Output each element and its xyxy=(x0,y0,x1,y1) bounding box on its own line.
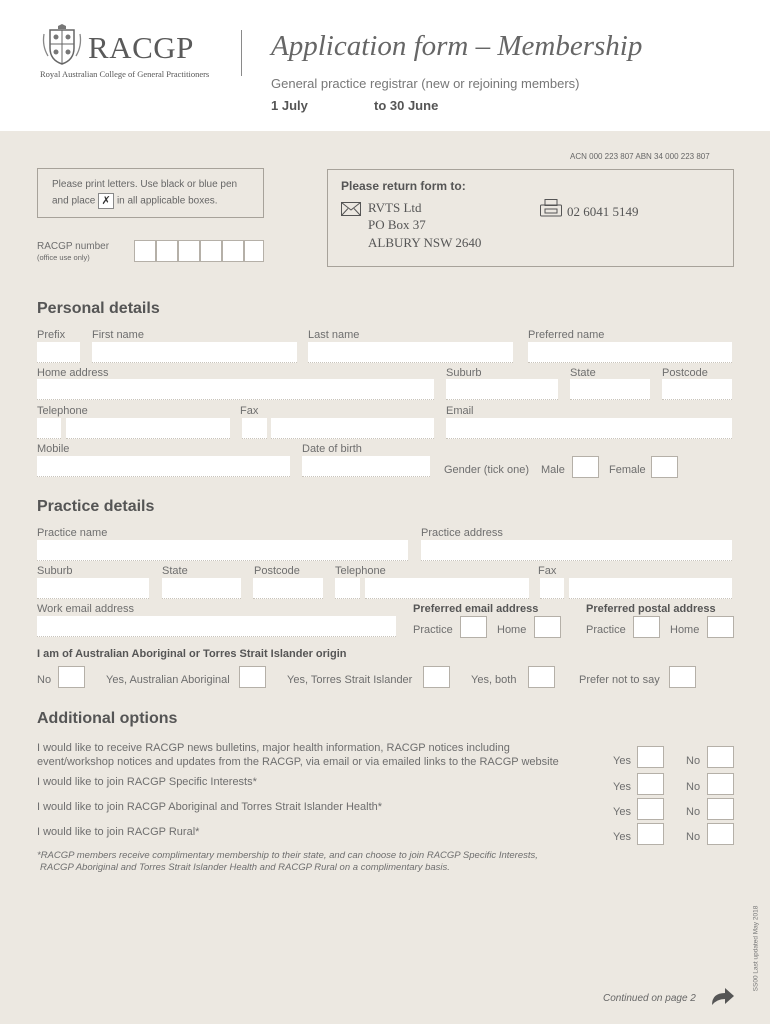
first-name-label: First name xyxy=(92,329,144,341)
date-to: to 30 June xyxy=(374,98,439,113)
suburb-field[interactable] xyxy=(446,379,558,400)
mobile-field[interactable] xyxy=(37,456,290,477)
instructions-line2 xyxy=(52,193,263,210)
practice-name-label: Practice name xyxy=(37,527,108,539)
preferred-name-label: Preferred name xyxy=(528,329,605,341)
racgp-number-digit[interactable] xyxy=(222,240,244,262)
racgp-number-digit[interactable] xyxy=(156,240,178,262)
pref-postal-home-checkbox[interactable] xyxy=(707,616,734,638)
acn-abn: ACN 000 223 807 ABN 34 000 223 807 xyxy=(570,152,710,161)
practice-fax-field[interactable] xyxy=(569,578,732,599)
instructions-text-b: in all applicable boxes. xyxy=(116,195,218,207)
last-name-label: Last name xyxy=(308,329,360,341)
origin-prefer-label: Prefer not to say xyxy=(579,674,660,686)
racgp-number-digit[interactable] xyxy=(134,240,156,262)
header-divider xyxy=(241,30,242,76)
origin-aboriginal-label: Yes, Australian Aboriginal xyxy=(106,674,230,686)
atsi-health-yes-label: Yes xyxy=(613,806,631,818)
first-name-field[interactable] xyxy=(92,342,297,363)
rural-yes-checkbox[interactable] xyxy=(637,823,664,845)
practice-address-field[interactable] xyxy=(421,540,732,561)
origin-both-label: Yes, both xyxy=(471,674,517,686)
origin-aboriginal-checkbox[interactable] xyxy=(239,666,266,688)
origin-torres-label: Yes, Torres Strait Islander xyxy=(287,674,413,686)
dob-label: Date of birth xyxy=(302,443,362,455)
atsi-health-no-label: No xyxy=(686,806,701,818)
email-field[interactable] xyxy=(446,418,732,439)
return-line3: ALBURY NSW 2640 xyxy=(368,235,482,250)
newsletter-no-checkbox[interactable] xyxy=(707,746,734,768)
racgp-number-digit[interactable] xyxy=(178,240,200,262)
racgp-number-digit[interactable] xyxy=(244,240,264,262)
rural-no-label: No xyxy=(686,831,701,843)
practice-state-field[interactable] xyxy=(162,578,241,599)
racgp-number-sub: (office use only) xyxy=(37,253,90,262)
pref-email-home-checkbox[interactable] xyxy=(534,616,561,638)
envelope-icon xyxy=(341,202,361,216)
logo-subtitle: Royal Australian College of General Practitioners xyxy=(40,69,210,79)
gender-label: Gender (tick one) xyxy=(444,464,529,476)
practice-postcode-label: Postcode xyxy=(254,565,300,577)
rural-question: I would like to join RACGP Rural* xyxy=(37,826,200,838)
state-label: State xyxy=(570,367,596,379)
origin-no-label: No xyxy=(37,674,52,686)
rural-no-checkbox[interactable] xyxy=(707,823,734,845)
continued-note: Continued on page 2 xyxy=(603,993,696,1004)
atsi-health-question: I would like to join RACGP Aboriginal and Torres Strait Islander Health* xyxy=(37,801,383,813)
practice-name-field[interactable] xyxy=(37,540,408,561)
page-subtitle: General practice registrar (new or rejoining members) xyxy=(271,76,580,91)
origin-no-checkbox[interactable] xyxy=(58,666,85,688)
practice-suburb-label: Suburb xyxy=(37,565,73,577)
male-checkbox[interactable] xyxy=(572,456,599,478)
practice-suburb-field[interactable] xyxy=(37,578,149,599)
prefix-field[interactable] xyxy=(37,342,80,363)
postcode-field[interactable] xyxy=(662,379,732,400)
newsletter-no-label: No xyxy=(686,755,701,767)
footnote-line2: RACGP Aboriginal and Torres Strait Islander Health and RACGP Rural on a complimentary basis. xyxy=(40,862,450,873)
pref-email-home-label: Home xyxy=(497,624,527,636)
practice-fax-label: Fax xyxy=(538,565,557,577)
origin-torres-checkbox[interactable] xyxy=(423,666,450,688)
pref-postal-practice-label: Practice xyxy=(586,624,626,636)
specific-interests-no-checkbox[interactable] xyxy=(707,773,734,795)
home-address-label: Home address xyxy=(37,367,109,379)
instructions-text-a: and place xyxy=(52,195,96,207)
mobile-label: Mobile xyxy=(37,443,70,455)
specific-interests-no-label: No xyxy=(686,781,701,793)
preferred-name-field[interactable] xyxy=(528,342,732,363)
newsletter-yes-checkbox[interactable] xyxy=(637,746,664,768)
female-label: Female xyxy=(609,464,646,476)
home-address-field[interactable] xyxy=(37,379,434,400)
pref-postal-practice-checkbox[interactable] xyxy=(633,616,660,638)
side-revision-note: SS00 Last updated May 2018 xyxy=(752,905,760,992)
female-checkbox[interactable] xyxy=(651,456,678,478)
return-phone: 02 6041 5149 xyxy=(567,204,639,219)
practice-telephone-label: Telephone xyxy=(335,565,386,577)
postcode-label: Postcode xyxy=(662,367,708,379)
racgp-number-label: RACGP number xyxy=(37,241,110,252)
telephone-area-field[interactable] xyxy=(37,418,61,439)
atsi-health-no-checkbox[interactable] xyxy=(707,798,734,820)
racgp-number-digit[interactable] xyxy=(200,240,222,262)
specific-interests-question: I would like to join RACGP Specific Interests* xyxy=(37,776,257,788)
return-line1: RVTS Ltd xyxy=(368,200,422,215)
origin-prefer-checkbox[interactable] xyxy=(669,666,696,688)
work-email-label: Work email address xyxy=(37,603,134,615)
fax-icon xyxy=(540,199,562,217)
practice-telephone-field[interactable] xyxy=(365,578,529,599)
fax-area-field[interactable] xyxy=(242,418,267,439)
rural-yes-label: Yes xyxy=(613,831,631,843)
specific-interests-yes-checkbox[interactable] xyxy=(637,773,664,795)
instructions-box xyxy=(37,168,264,218)
telephone-field[interactable] xyxy=(66,418,230,439)
state-field[interactable] xyxy=(570,379,650,400)
prefix-label: Prefix xyxy=(37,329,66,341)
pref-postal-home-label: Home xyxy=(670,624,700,636)
practice-postcode-field[interactable] xyxy=(253,578,323,599)
atsi-health-yes-checkbox[interactable] xyxy=(637,798,664,820)
male-label: Male xyxy=(541,464,565,476)
fax-label: Fax xyxy=(240,405,259,417)
return-heading: Please return form to: xyxy=(341,179,466,193)
practice-telephone-area-field[interactable] xyxy=(335,578,360,599)
suburb-label: Suburb xyxy=(446,367,482,379)
racgp-crest-icon xyxy=(40,24,84,66)
origin-both-checkbox[interactable] xyxy=(528,666,555,688)
example-checkbox: ✗ xyxy=(98,193,114,209)
dob-field[interactable] xyxy=(302,456,430,477)
work-email-field[interactable] xyxy=(37,616,396,637)
footnote-line1: *RACGP members receive complimentary membership to their state, and can choose to join RACGP Specific Interests, xyxy=(37,850,538,861)
specific-interests-yes-label: Yes xyxy=(613,781,631,793)
pref-email-practice-checkbox[interactable] xyxy=(460,616,487,638)
practice-details-heading: Practice details xyxy=(37,498,155,515)
instructions-line1: Please print letters. Use black or blue pen xyxy=(52,179,238,190)
fax-field[interactable] xyxy=(271,418,434,439)
telephone-label: Telephone xyxy=(37,405,88,417)
personal-details-heading: Personal details xyxy=(37,300,160,317)
additional-options-heading: Additional options xyxy=(37,710,178,727)
origin-question: I am of Australian Aboriginal or Torres Strait Islander origin xyxy=(37,648,347,660)
page-title: Application form – Membership xyxy=(271,30,643,62)
logo-text: RACGP xyxy=(88,30,194,65)
date-from: 1 July xyxy=(271,98,308,113)
return-line2: PO Box 37 xyxy=(368,217,426,232)
curved-arrow-icon[interactable] xyxy=(709,985,735,1007)
newsletter-yes-label: Yes xyxy=(613,755,631,767)
practice-fax-area-field[interactable] xyxy=(540,578,564,599)
practice-address-label: Practice address xyxy=(421,527,503,539)
pref-email-label: Preferred email address xyxy=(413,603,539,615)
newsletter-question-line2: event/workshop notices and updates from the RACGP, via email or via emailed links to the RACGP website xyxy=(37,756,559,768)
pref-email-practice-label: Practice xyxy=(413,624,453,636)
practice-state-label: State xyxy=(162,565,188,577)
last-name-field[interactable] xyxy=(308,342,513,363)
newsletter-question-line1: I would like to receive RACGP news bulletins, major health information, RACGP notices including xyxy=(37,742,510,754)
email-label: Email xyxy=(446,405,474,417)
pref-postal-label: Preferred postal address xyxy=(586,603,716,615)
